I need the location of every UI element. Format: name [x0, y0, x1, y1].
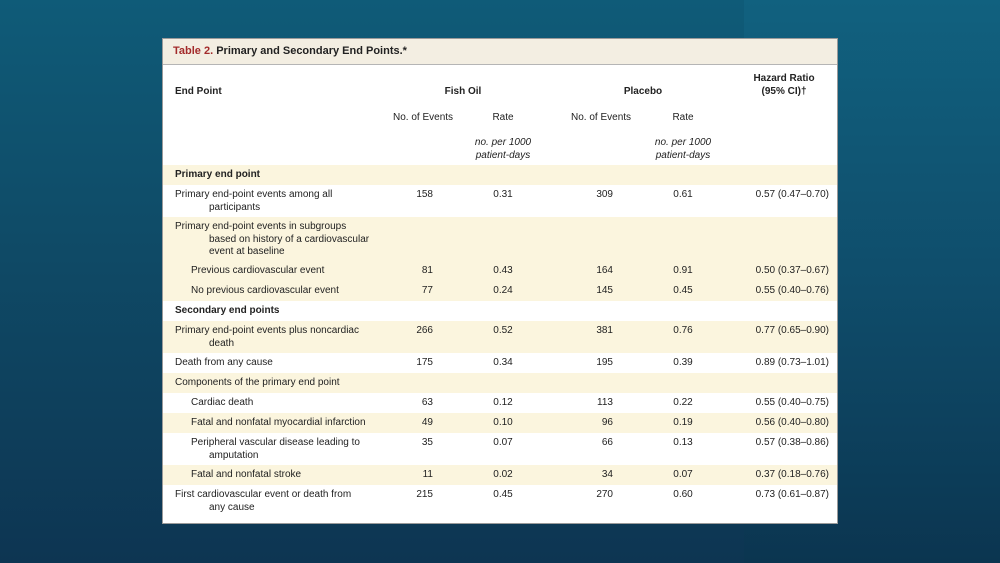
row-label: Fatal and nonfatal stroke [191, 469, 302, 480]
placebo-rate-unit [641, 136, 725, 162]
table-row [163, 217, 837, 261]
hazard-ratio: 0.73 (0.61–0.87) [755, 489, 829, 500]
header-hr-line1: Hazard Ratio [753, 73, 815, 84]
header-end-point: End Point [175, 86, 222, 97]
placebo-events: 164 [596, 265, 613, 276]
table-caption-title: Primary and Secondary End Points.* [216, 45, 407, 57]
table-row [163, 373, 837, 393]
placebo-rate: 0.19 [673, 417, 693, 428]
fish-oil-events: 49 [421, 417, 433, 428]
row-label: Death from any cause [175, 357, 273, 368]
fish-oil-events: 175 [416, 357, 433, 368]
table-row [163, 433, 837, 465]
results-table-card [162, 38, 838, 524]
unit-line2: patient-days [475, 150, 531, 161]
fish-oil-rate: 0.10 [493, 417, 513, 428]
fish-oil-events: 63 [421, 397, 433, 408]
placebo-events: 270 [596, 489, 613, 500]
row-label: Previous cardiovascular event [191, 265, 325, 276]
table-row [163, 393, 837, 413]
fish-oil-rate-unit [461, 136, 545, 162]
placebo-rate: 0.39 [673, 357, 693, 368]
hazard-ratio: 0.55 (0.40–0.75) [755, 397, 829, 408]
placebo-events: 309 [596, 189, 613, 200]
table-row [163, 281, 837, 301]
placebo-rate: 0.76 [673, 325, 693, 336]
placebo-rate: 0.60 [673, 489, 693, 500]
table-row [163, 301, 837, 321]
fish-oil-events: 35 [421, 437, 433, 448]
fish-oil-rate: 0.12 [493, 397, 513, 408]
fish-oil-rate: 0.52 [493, 325, 513, 336]
placebo-rate: 0.45 [673, 285, 693, 296]
unit-line1: no. per 1000 [654, 137, 712, 148]
table-row [163, 321, 837, 353]
hazard-ratio: 0.50 (0.37–0.67) [755, 265, 829, 276]
fish-oil-events: 11 [422, 469, 433, 480]
fish-oil-rate: 0.45 [493, 489, 513, 500]
fish-oil-rate: 0.43 [493, 265, 513, 276]
fish-oil-rate: 0.07 [493, 437, 513, 448]
row-label: Peripheral vascular disease leading to amputation [191, 437, 360, 461]
table-row [163, 185, 837, 217]
table-row [163, 165, 837, 185]
row-label: Components of the primary end point [175, 377, 340, 388]
header-placebo-events: No. of Events [571, 112, 632, 123]
row-label: Primary end-point events among all participants [175, 189, 333, 213]
fish-oil-rate: 0.02 [493, 469, 513, 480]
header-hr-line2: (95% CI)† [761, 86, 807, 97]
row-label: First cardiovascular event or death from any cause [175, 489, 352, 513]
row-label: Primary end-point events plus noncardiac death [175, 325, 359, 349]
placebo-rate: 0.13 [673, 437, 693, 448]
hazard-ratio: 0.57 (0.38–0.86) [755, 437, 829, 448]
placebo-events: 96 [601, 417, 613, 428]
fish-oil-events: 266 [416, 325, 433, 336]
unit-line1: no. per 1000 [474, 137, 532, 148]
header-placebo-rate: Rate [672, 112, 694, 123]
table-row [163, 353, 837, 373]
hazard-ratio: 0.55 (0.40–0.76) [755, 285, 829, 296]
fish-oil-rate: 0.31 [493, 189, 513, 200]
header-placebo: Placebo [623, 86, 663, 97]
placebo-rate: 0.22 [673, 397, 693, 408]
hazard-ratio: 0.56 (0.40–0.80) [755, 417, 829, 428]
row-label: Primary end-point events in subgroups based on history of a cardiovascular event at baseline [175, 221, 370, 257]
placebo-events: 381 [596, 325, 613, 336]
placebo-events: 145 [596, 285, 613, 296]
table-row [163, 465, 837, 485]
fish-oil-events: 158 [416, 189, 433, 200]
hazard-ratio: 0.37 (0.18–0.76) [755, 469, 829, 480]
placebo-rate: 0.07 [673, 469, 693, 480]
fish-oil-events: 81 [421, 265, 433, 276]
hazard-ratio: 0.77 (0.65–0.90) [755, 325, 829, 336]
placebo-events: 34 [601, 469, 613, 480]
header-hazard-ratio [739, 72, 829, 98]
section-label: Primary end point [175, 169, 261, 180]
fish-oil-rate: 0.34 [493, 357, 513, 368]
hazard-ratio: 0.57 (0.47–0.70) [755, 189, 829, 200]
fish-oil-events: 215 [416, 489, 433, 500]
header-fish-oil: Fish Oil [444, 86, 482, 97]
table-caption [163, 39, 837, 65]
hazard-ratio: 0.89 (0.73–1.01) [755, 357, 829, 368]
fish-oil-events: 77 [421, 285, 433, 296]
placebo-events: 113 [597, 397, 613, 408]
table-row [163, 261, 837, 281]
row-label: Fatal and nonfatal myocardial infarction [191, 417, 366, 428]
placebo-rate: 0.91 [673, 265, 693, 276]
placebo-events: 66 [601, 437, 613, 448]
fish-oil-rate: 0.24 [493, 285, 513, 296]
row-label: No previous cardiovascular event [191, 285, 339, 296]
placebo-events: 195 [596, 357, 613, 368]
unit-line2: patient-days [655, 150, 711, 161]
header-fish-oil-events: No. of Events [393, 112, 454, 123]
section-label: Secondary end points [175, 305, 280, 316]
table-row [163, 413, 837, 433]
table-row [163, 485, 837, 519]
table-caption-label: Table 2. [173, 45, 214, 57]
row-label: Cardiac death [191, 397, 254, 408]
placebo-rate: 0.61 [673, 189, 693, 200]
header-fish-oil-rate: Rate [492, 112, 514, 123]
